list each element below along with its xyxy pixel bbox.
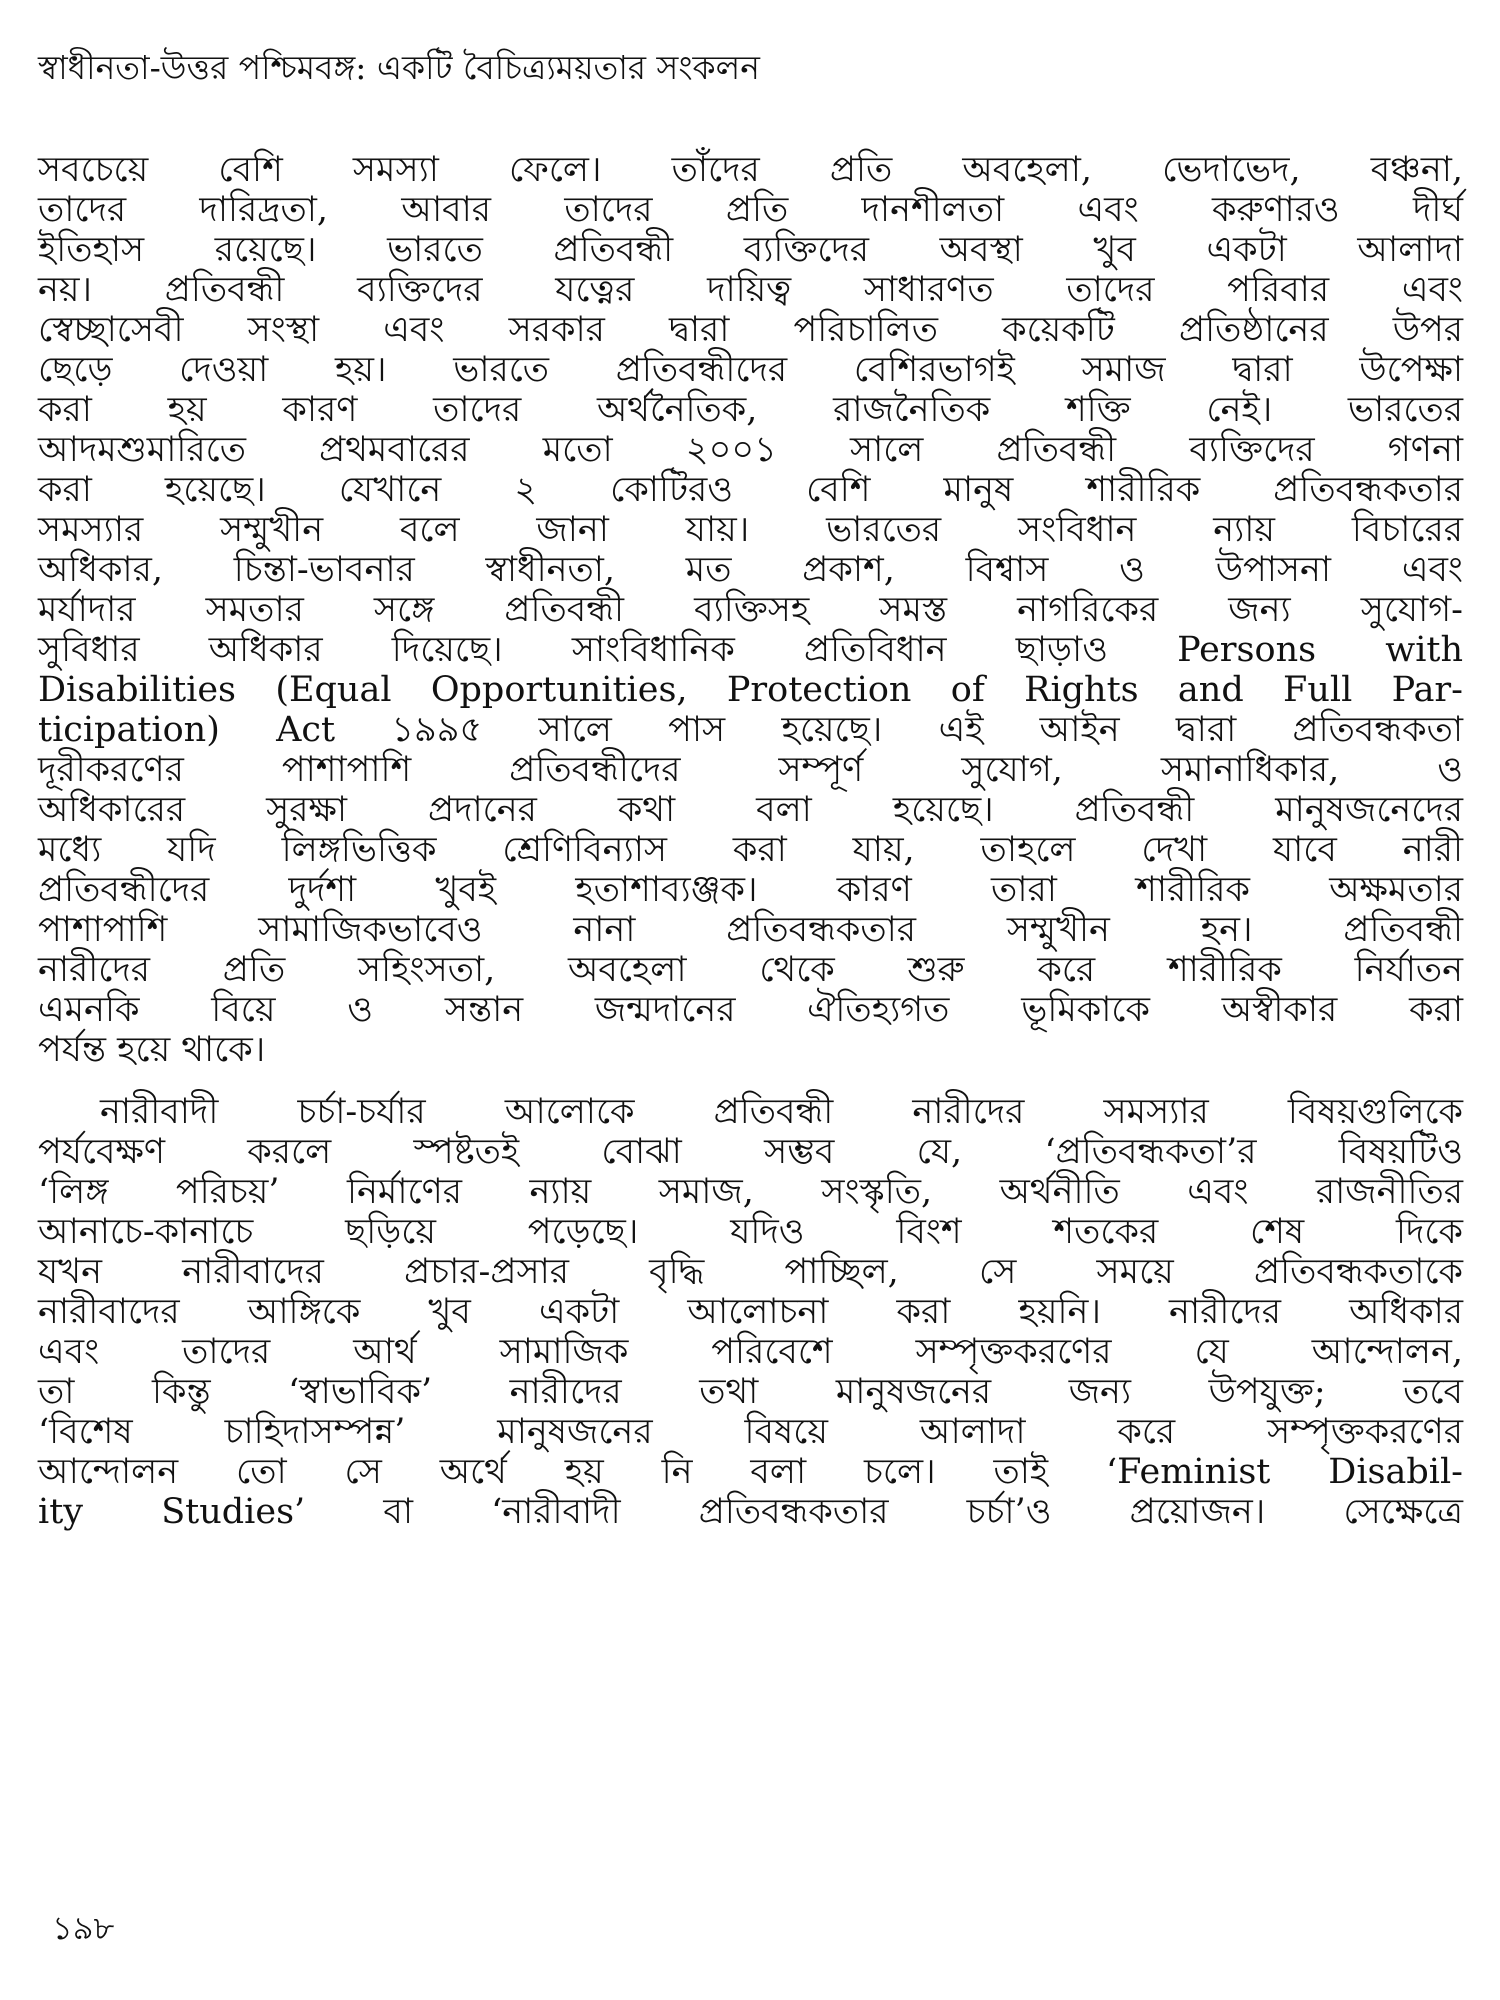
text-line: ছেড়ে দেওয়া হয়। ভারতে প্রতিবন্ধীদের বেশিরভাগই সমাজ দ্বারা উপেক্ষা: [38, 350, 1463, 390]
text-line: নারীদের প্রতি সহিংসতা, অবহেলা থেকে শুরু করে শারীরিক নির্যাতন: [38, 950, 1463, 990]
text-line: এবং তাদের আর্থ সামাজিক পরিবেশে সম্পৃক্তকরণের যে আন্দোলন,: [38, 1332, 1463, 1372]
paragraph-1: [38, 150, 1463, 1070]
text-line: পাশাপাশি সামাজিকভাবেও নানা প্রতিবন্ধকতার সম্মুখীন হন। প্রতিবন্ধী: [38, 910, 1463, 950]
text-line: সমস্যার সম্মুখীন বলে জানা যায়। ভারতের সংবিধান ন্যায় বিচারের: [38, 510, 1463, 550]
text-line: ‘বিশেষ চাহিদাসম্পন্ন’ মানুষজনের বিষয়ে আলাদা করে সম্পৃক্তকরণের: [38, 1412, 1463, 1452]
text-line: অধিকারের সুরক্ষা প্রদানের কথা বলা হয়েছে। প্রতিবন্ধী মানুষজনেদের: [38, 790, 1463, 830]
text-line: দূরীকরণের পাশাপাশি প্রতিবন্ধীদের সম্পূর্ণ সুযোগ, সমানাধিকার, ও: [38, 750, 1463, 790]
text-line: করা হয় কারণ তাদের অর্থনৈতিক, রাজনৈতিক শক্তি নেই। ভারতের: [38, 390, 1463, 430]
page-number: ১৯৮: [52, 1909, 115, 1947]
body-text: [38, 150, 1463, 1532]
text-line: স্বেচ্ছাসেবী সংস্থা এবং সরকার দ্বারা পরিচালিত কয়েকটি প্রতিষ্ঠানের উপর: [38, 310, 1463, 350]
text-line: তা কিন্তু ‘স্বাভাবিক’ নারীদের তথা মানুষজনের জন্য উপযুক্ত; তবে: [38, 1372, 1463, 1412]
text-line: Disabilities (Equal Opportunities, Protection of Rights and Full Par-: [38, 670, 1463, 710]
text-line: আদমশুমারিতে প্রথমবারের মতো ২০০১ সালে প্রতিবন্ধী ব্যক্তিদের গণনা: [38, 430, 1463, 470]
text-line: অধিকার, চিন্তা-ভাবনার স্বাধীনতা, মত প্রকাশ, বিশ্বাস ও উপাসনা এবং: [38, 550, 1463, 590]
text-line: সুবিধার অধিকার দিয়েছে। সাংবিধানিক প্রতিবিধান ছাড়াও Persons with: [38, 630, 1463, 670]
running-header: স্বাধীনতা-উত্তর পশ্চিমবঙ্গ: একটি বৈচিত্র্যময়তার সংকলন: [38, 48, 760, 87]
text-line: ticipation) Act ১৯৯৫ সালে পাস হয়েছে। এই আইন দ্বারা প্রতিবন্ধকতা: [38, 710, 1463, 750]
text-line: ‘লিঙ্গ পরিচয়’ নির্মাণের ন্যায় সমাজ, সংস্কৃতি, অর্থনীতি এবং রাজনীতির: [38, 1172, 1463, 1212]
text-line: সবচেয়ে বেশি সমস্যা ফেলে। তাঁদের প্রতি অবহেলা, ভেদাভেদ, বঞ্চনা,: [38, 150, 1463, 190]
text-line: নয়। প্রতিবন্ধী ব্যক্তিদের যত্নের দায়িত্ব সাধারণত তাদের পরিবার এবং: [38, 270, 1463, 310]
text-line: মধ্যে যদি লিঙ্গভিত্তিক শ্রেণিবিন্যাস করা যায়, তাহলে দেখা যাবে নারী: [38, 830, 1463, 870]
text-line: প্রতিবন্ধীদের দুর্দশা খুবই হতাশাব্যঞ্জক। কারণ তারা শারীরিক অক্ষমতার: [38, 870, 1463, 910]
text-line: আন্দোলন তো সে অর্থে হয় নি বলা চলে। তাই ‘Feminist Disabil-: [38, 1452, 1463, 1492]
text-line: যখন নারীবাদের প্রচার-প্রসার বৃদ্ধি পাচ্ছিল, সে সময়ে প্রতিবন্ধকতাকে: [38, 1252, 1463, 1292]
text-line: ity Studies’ বা ‘নারীবাদী প্রতিবন্ধকতার চর্চা’ও প্রয়োজন। সেক্ষেত্রে: [38, 1492, 1463, 1532]
text-line: মর্যাদার সমতার সঙ্গে প্রতিবন্ধী ব্যক্তিসহ সমস্ত নাগরিকের জন্য সুযোগ-: [38, 590, 1463, 630]
text-line: নারীবাদী চর্চা-চর্যার আলোকে প্রতিবন্ধী নারীদের সমস্যার বিষয়গুলিকে: [100, 1092, 1463, 1132]
text-line: পর্যন্ত হয়ে থাকে।: [38, 1030, 266, 1070]
text-line: এমনকি বিয়ে ও সন্তান জন্মদানের ঐতিহ্যগত ভূমিকাকে অস্বীকার করা: [38, 990, 1463, 1030]
text-line: তাদের দারিদ্রতা, আবার তাদের প্রতি দানশীলতা এবং করুণারও দীর্ঘ: [38, 190, 1463, 230]
text-line: করা হয়েছে। যেখানে ২ কোটিরও বেশি মানুষ শারীরিক প্রতিবন্ধকতার: [38, 470, 1463, 510]
text-line: ইতিহাস রয়েছে। ভারতে প্রতিবন্ধী ব্যক্তিদের অবস্থা খুব একটা আলাদা: [38, 230, 1463, 270]
text-line: আনাচে-কানাচে ছড়িয়ে পড়েছে। যদিও বিংশ শতকের শেষ দিকে: [38, 1212, 1463, 1252]
paragraph-2: [38, 1092, 1463, 1532]
text-line: নারীবাদের আঙ্গিকে খুব একটা আলোচনা করা হয়নি। নারীদের অধিকার: [38, 1292, 1463, 1332]
text-line: পর্যবেক্ষণ করলে স্পষ্টতই বোঝা সম্ভব যে, ‘প্রতিবন্ধকতা’র বিষয়টিও: [38, 1132, 1463, 1172]
